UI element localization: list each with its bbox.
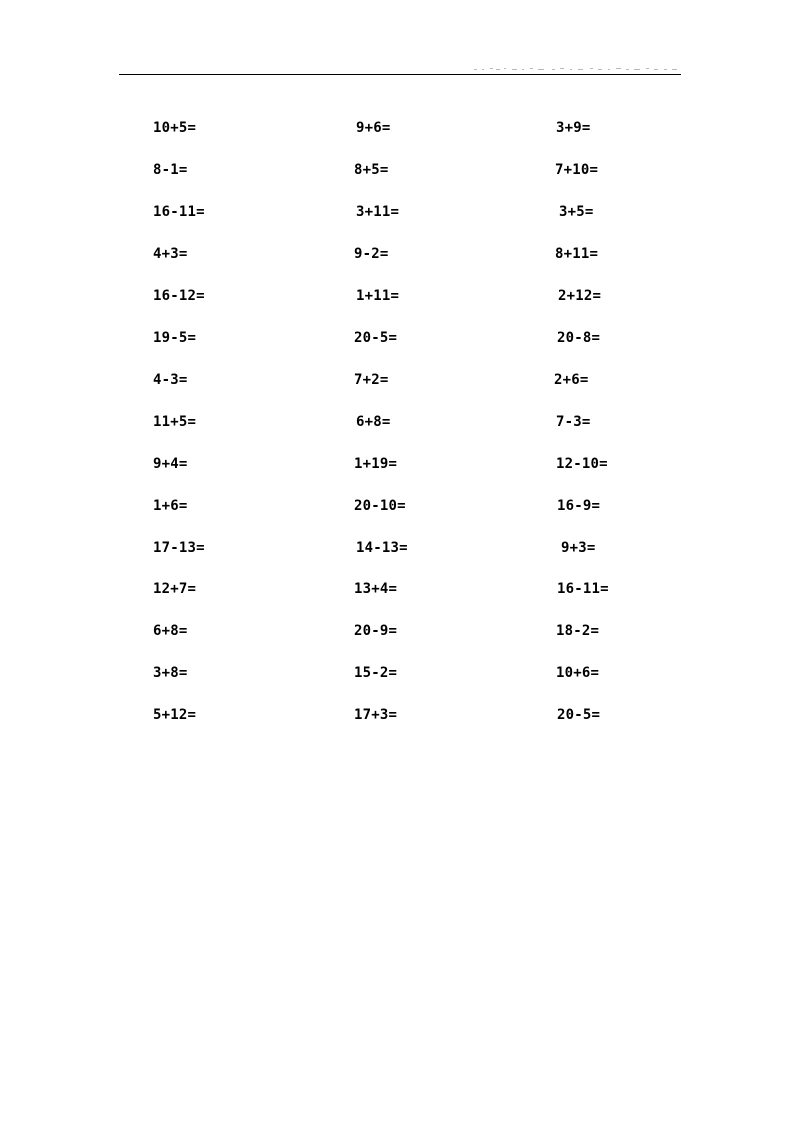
problem: 17-13= — [153, 540, 205, 556]
problem: 8+11= — [555, 246, 599, 262]
problem: 9+3= — [561, 540, 596, 556]
problem: 7+10= — [555, 162, 599, 178]
problem: 3+5= — [559, 204, 594, 220]
problem: 1+11= — [356, 288, 400, 304]
problem: 1+6= — [153, 498, 188, 514]
problem: 3+8= — [153, 665, 188, 681]
problem: 20-5= — [557, 707, 601, 723]
problem: 19-5= — [153, 330, 197, 346]
problem: 20-9= — [354, 623, 398, 639]
problem: 4-3= — [153, 372, 188, 388]
problem: 16-9= — [557, 498, 601, 514]
problem: 10+6= — [556, 665, 600, 681]
problem: 15-2= — [354, 665, 398, 681]
problem: 6+8= — [153, 623, 188, 639]
problem: 6+8= — [356, 414, 391, 430]
problem: 7-3= — [556, 414, 591, 430]
problem: 8-1= — [153, 162, 188, 178]
problem: 3+11= — [356, 204, 400, 220]
problem: 12-10= — [556, 456, 608, 472]
problem: 16-11= — [557, 581, 609, 597]
problem: 16-11= — [153, 204, 205, 220]
problem: 17+3= — [354, 707, 398, 723]
problem: 8+5= — [354, 162, 389, 178]
problem: 9+6= — [356, 120, 391, 136]
problem: 20-8= — [557, 330, 601, 346]
problem: 3+9= — [556, 120, 591, 136]
problem: 14-13= — [356, 540, 408, 556]
problem: 12+7= — [153, 581, 197, 597]
problem: 1+19= — [354, 456, 398, 472]
problem: 16-12= — [153, 288, 205, 304]
problem: 11+5= — [153, 414, 197, 430]
problem: 5+12= — [153, 707, 197, 723]
problem: 20-5= — [354, 330, 398, 346]
problem: 18-2= — [556, 623, 600, 639]
problem: 13+4= — [354, 581, 398, 597]
problem: 2+6= — [554, 372, 589, 388]
problem: 9-2= — [354, 246, 389, 262]
problem: 20-10= — [354, 498, 406, 514]
problem: 9+4= — [153, 456, 188, 472]
problem: 7+2= — [354, 372, 389, 388]
problem: 4+3= — [153, 246, 188, 262]
problem: 2+12= — [558, 288, 602, 304]
problem: 10+5= — [153, 120, 197, 136]
